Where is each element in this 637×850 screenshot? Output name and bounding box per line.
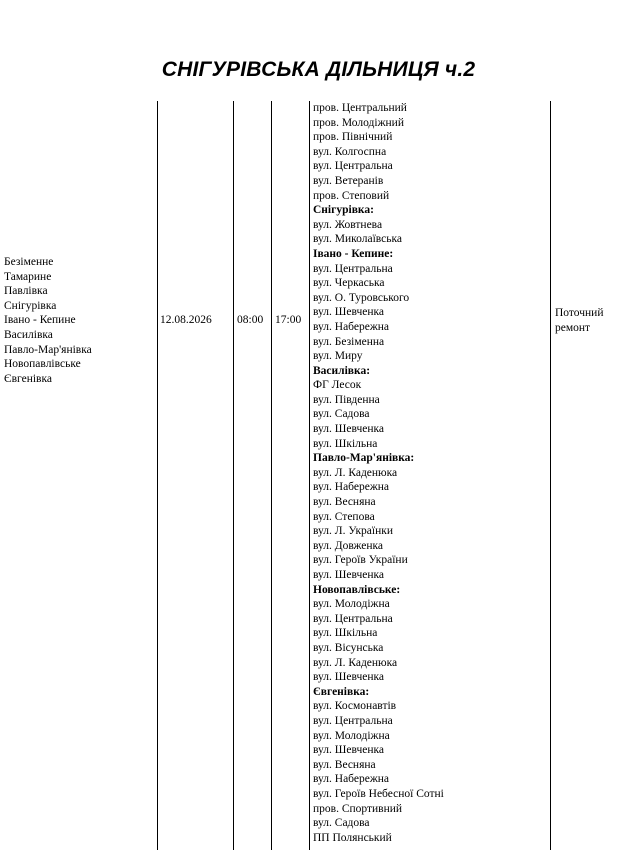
table-column-divider xyxy=(309,101,310,850)
street-item: вул. Шкільна xyxy=(313,627,378,640)
street-item: вул. Героїв Небесної Сотні xyxy=(313,787,444,800)
settlement-heading: Снігурівка: xyxy=(313,204,374,217)
street-item: пров. Центральний xyxy=(313,102,407,114)
street-item: вул. Центральна xyxy=(313,160,393,173)
street-item: ФГ Лесок xyxy=(313,379,362,392)
street-item: вул. Космонавтів xyxy=(313,700,397,713)
street-item: вул. Шевченка xyxy=(313,569,385,581)
page-title: СНІГУРІВСЬКА ДІЛЬНИЦЯ ч.2 xyxy=(161,58,476,81)
street-item: вул. О. Туровського xyxy=(313,291,410,304)
table-column-divider xyxy=(550,101,551,850)
street-item: вул. Весняна xyxy=(313,496,376,509)
settlements-list xyxy=(4,255,92,386)
outage-start-time: 08:00 xyxy=(237,314,264,326)
settlement-item: Івано - Кепине xyxy=(4,314,76,327)
table-column-divider xyxy=(157,101,158,850)
street-item: вул. Вісунська xyxy=(313,641,384,654)
street-item: вул. Миколаївська xyxy=(313,233,403,246)
street-item: вул. Безіменна xyxy=(313,335,385,348)
streets-list xyxy=(313,101,444,845)
street-item: вул. Весняна xyxy=(313,758,376,771)
street-item: вул. Центральна xyxy=(313,714,393,727)
street-item: вул. Довженка xyxy=(313,539,384,552)
settlement-item: Євгенівка xyxy=(4,372,52,385)
table-column-divider xyxy=(271,101,272,850)
street-item: вул. Центральна xyxy=(313,612,393,625)
settlement-item: Новопавлівське xyxy=(4,358,81,371)
street-item: пров. Молодіжний xyxy=(313,116,404,129)
street-item: вул. Набережна xyxy=(313,320,390,333)
street-item: вул. Миру xyxy=(313,350,363,363)
settlement-heading: Івано - Кепине: xyxy=(313,247,394,260)
street-item: пров. Спортивний xyxy=(313,802,403,815)
street-item: ПП Полянський xyxy=(313,831,392,844)
street-item: вул. Шевченка xyxy=(313,744,385,757)
street-item: вул. Шевченка xyxy=(313,306,385,319)
street-item: вул. Степова xyxy=(313,510,375,523)
street-item: вул. Л. Каденюка xyxy=(313,656,398,669)
settlement-heading: Павло-Мар'янівка: xyxy=(313,452,415,465)
outage-reason: Поточний ремонт xyxy=(555,307,604,334)
street-item: вул. Колгоспна xyxy=(313,145,387,158)
street-item: вул. Шевченка xyxy=(313,671,385,684)
table-column-divider xyxy=(233,101,234,850)
settlement-heading: Євгенівка: xyxy=(313,685,370,698)
street-item: вул. Садова xyxy=(313,408,370,421)
street-item: вул. Л. Каденюка xyxy=(313,466,398,479)
street-item: пров. Північний xyxy=(313,131,393,144)
street-item: вул. Героїв України xyxy=(313,554,408,567)
street-item: вул. Садова xyxy=(313,817,370,830)
street-item: пров. Степовий xyxy=(313,189,390,202)
settlement-heading: Василівка: xyxy=(313,364,371,377)
outage-date: 12.08.2026 xyxy=(160,314,212,326)
settlement-item: Павло-Мар'янівка xyxy=(4,343,92,356)
street-item: вул. Молодіжна xyxy=(313,729,390,742)
street-item: вул. Черкаська xyxy=(313,277,385,290)
settlement-item: Тамарине xyxy=(4,270,52,283)
street-item: вул. Шевченка xyxy=(313,423,385,436)
street-item: вул. Л. Українки xyxy=(313,525,393,538)
street-item: вул. Південна xyxy=(313,393,380,406)
settlement-item: Павлівка xyxy=(4,285,48,298)
street-item: вул. Шкільна xyxy=(313,437,378,450)
street-item: вул. Молодіжна xyxy=(313,598,390,611)
street-item: вул. Центральна xyxy=(313,262,393,275)
street-item: вул. Набережна xyxy=(313,481,390,494)
settlement-item: Снігурівка xyxy=(4,299,57,312)
settlement-heading: Новопавлівське: xyxy=(313,583,401,596)
outage-end-time: 17:00 xyxy=(275,314,302,326)
settlement-item: Василівка xyxy=(4,328,53,341)
street-item: вул. Ветеранів xyxy=(313,174,384,187)
street-item: вул. Набережна xyxy=(313,773,390,786)
street-item: вул. Жовтнева xyxy=(313,218,383,231)
settlement-item: Безіменне xyxy=(4,256,54,268)
